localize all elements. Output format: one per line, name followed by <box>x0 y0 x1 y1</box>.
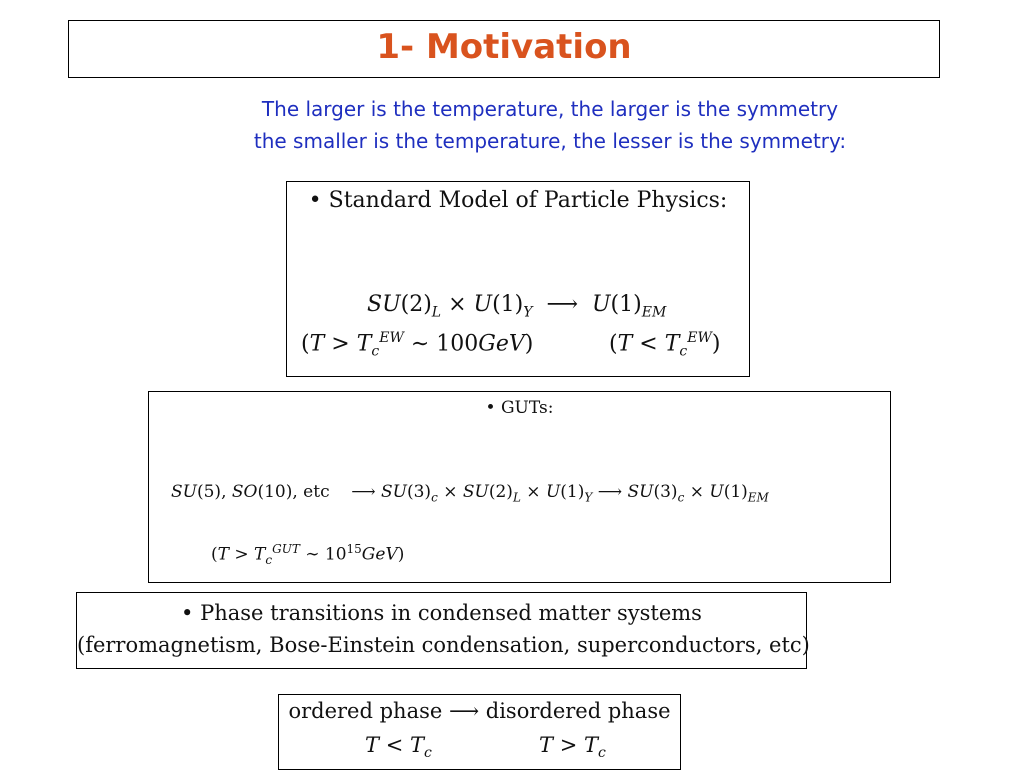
ordered-disordered-line: ordered phase ⟶ disordered phase <box>288 699 671 723</box>
guts-box <box>148 391 891 583</box>
phase-transitions-line-1: • Phase transitions in condensed matter systems <box>181 601 702 625</box>
guts-equation: SU(5), SO(10), etc ⟶ $SU(3)_c \times SU(2)_L \times U(1)_Y$ ⟶ $SU(3)_c \times U(1)_{EM}$ <box>171 482 769 505</box>
phase-transitions-line-2: (ferromagnetism, Bose-Einstein condensation, superconductors, etc) <box>77 633 810 657</box>
standard-model-box <box>286 181 750 377</box>
subtitle-line-1: The larger is the temperature, the larger is the symmetry <box>261 97 839 121</box>
standard-model-condition-high: ($T > T_c^{EW}$ ∼ 100GeV) <box>301 330 534 360</box>
phase-transitions-box <box>76 592 810 669</box>
ordered-disordered-box <box>278 694 681 770</box>
standard-model-heading: • Standard Model of Particle Physics: <box>308 188 728 213</box>
page-title: 1- Motivation <box>376 27 632 67</box>
guts-condition: ($T > T_c^{GUT}$ ∼ $10^{15}GeV$) <box>211 542 405 568</box>
ordered-condition: $T < T_c$ <box>365 733 432 762</box>
guts-heading: • GUTs: <box>485 398 554 418</box>
standard-model-condition-low: $(T < T_c^{EW})$ <box>609 330 721 360</box>
subtitle-line-2: the smaller is the temperature, the lesser is the symmetry: <box>253 129 847 153</box>
standard-model-equation: $SU(2)_L \times U(1)_Y$ ⟶ $U(1)_{EM}$ <box>367 292 667 321</box>
disordered-condition: $T > T_c$ <box>539 733 606 762</box>
title-box <box>68 20 940 78</box>
